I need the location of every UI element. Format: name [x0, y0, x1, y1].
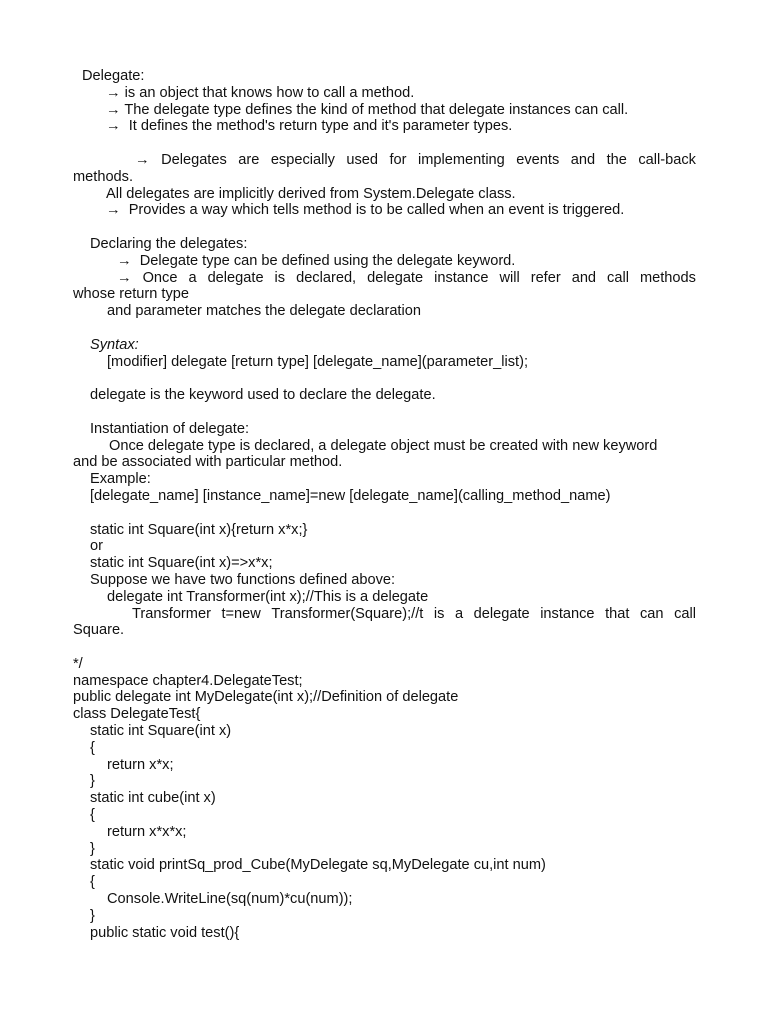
- delegate-point-3: → It defines the method's return type and it's parameter types.: [106, 118, 513, 135]
- word: →: [117, 269, 132, 286]
- word: t=new: [221, 605, 261, 622]
- example-label: Example:: [90, 471, 151, 488]
- delegate-point-2: → The delegate type defines the kind of method that delegate instances can call.: [106, 101, 629, 118]
- declaring-heading: Declaring the delegates:: [90, 235, 248, 252]
- code-line: static int cube(int x): [90, 790, 216, 807]
- word: call-back: [638, 151, 696, 168]
- word: is: [433, 605, 445, 622]
- word: refer: [530, 269, 561, 286]
- word: that: [605, 605, 630, 622]
- word: for: [389, 151, 407, 168]
- spacer: [73, 219, 696, 236]
- word: a: [454, 605, 464, 622]
- word: events: [516, 151, 560, 168]
- word: will: [499, 269, 520, 286]
- delegate-point-1: → is an object that knows how to call a method.: [106, 84, 415, 101]
- word: instance: [434, 269, 489, 286]
- word: delegate: [367, 269, 424, 286]
- syntax-note: delegate is the keyword used to declare the delegate.: [90, 387, 436, 404]
- word: the: [606, 151, 627, 168]
- code-line: public static void test(){: [90, 924, 240, 941]
- word: call: [607, 269, 629, 286]
- usage-line-1: [73, 152, 696, 169]
- word: and: [570, 151, 596, 168]
- code-line: {: [90, 874, 95, 891]
- code-line: Console.WriteLine(sq(num)*cu(num));: [107, 891, 353, 908]
- word: →: [135, 151, 150, 168]
- usage-line-2: All delegates are implicitly derived from System.Delegate class.: [106, 185, 516, 202]
- word: are: [238, 151, 260, 168]
- spacer: [73, 639, 696, 656]
- instantiation-line-1-end: and be associated with particular method.: [73, 454, 343, 471]
- word: declared,: [296, 269, 357, 286]
- word: Delegates: [161, 151, 227, 168]
- word: implementing: [418, 151, 505, 168]
- spacer: [73, 135, 696, 152]
- code-line: public delegate int MyDelegate(int x);//Definition of delegate: [73, 689, 459, 706]
- delegate-declaration: delegate int Transformer(int x);//This is a delegate: [107, 588, 429, 605]
- declaring-point-2: [73, 270, 696, 287]
- word: methods: [639, 269, 696, 286]
- instantiation-line-1: Once delegate type is declared, a delegate object must be created with new keyword: [109, 437, 658, 454]
- usage-line-3: → Provides a way which tells method is to be called when an event is triggered.: [106, 202, 625, 219]
- declaring-point-2-end: whose return type: [73, 286, 190, 303]
- word: and: [571, 269, 597, 286]
- code-line: {: [90, 739, 95, 756]
- code-line: namespace chapter4.DelegateTest;: [73, 672, 303, 689]
- code-line: static int Square(int x): [90, 723, 232, 740]
- square-example-1: static int Square(int x){return x*x;}: [90, 521, 308, 538]
- spacer: [73, 370, 696, 387]
- word: delegate: [473, 605, 530, 622]
- word: especially: [270, 151, 335, 168]
- declaring-point-2-cont: and parameter matches the delegate declaration: [107, 303, 421, 320]
- delegate-instance-end: Square.: [73, 622, 125, 639]
- code-block: [73, 656, 696, 942]
- word: used: [346, 151, 379, 168]
- example-code: [delegate_name] [instance_name]=new [delegate_name](calling_method_name): [90, 487, 611, 504]
- word: instance: [540, 605, 595, 622]
- code-line: static void printSq_prod_Cube(MyDelegate sq,MyDelegate cu,int num): [90, 857, 546, 874]
- code-line: return x*x*x;: [107, 823, 187, 840]
- instantiation-heading: Instantiation of delegate:: [90, 420, 250, 437]
- usage-line-1-end: methods.: [73, 168, 134, 185]
- word: Once: [142, 269, 178, 286]
- delegate-heading: Delegate:: [82, 68, 145, 84]
- delegate-instance-line: [73, 606, 696, 623]
- document-page: [73, 68, 696, 941]
- spacer: [73, 505, 696, 522]
- code-line: class DelegateTest{: [73, 706, 201, 723]
- suppose-text: Suppose we have two functions defined above:: [90, 571, 396, 588]
- code-line: }: [90, 773, 95, 790]
- square-example-2: static int Square(int x)=>x*x;: [90, 555, 273, 572]
- word: a: [188, 269, 197, 286]
- code-line: return x*x;: [107, 756, 174, 773]
- code-line: {: [90, 807, 95, 824]
- word: is: [274, 269, 286, 286]
- or-text: or: [90, 538, 103, 555]
- word: call: [674, 605, 696, 622]
- code-line: }: [90, 840, 95, 857]
- code-line: }: [90, 907, 95, 924]
- word: delegate: [207, 269, 264, 286]
- syntax-label: Syntax:: [90, 336, 139, 353]
- syntax-code: [modifier] delegate [return type] [delegate_name](parameter_list);: [107, 353, 529, 370]
- declaring-point-1: → Delegate type can be defined using the delegate keyword.: [117, 252, 516, 269]
- word: Transformer(Square);//t: [271, 605, 424, 622]
- word: Transformer: [132, 605, 211, 622]
- word: can: [639, 605, 664, 622]
- spacer: [73, 320, 696, 337]
- spacer: [73, 404, 696, 421]
- code-line: */: [73, 655, 83, 672]
